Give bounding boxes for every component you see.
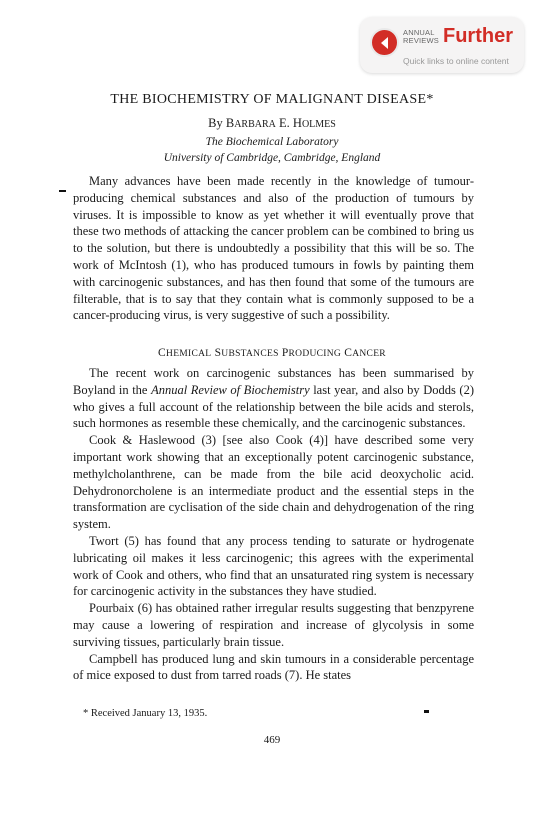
intro-paragraph: Many advances have been made recently in the knowledge of tumour-producing chemical substances and also of the production of tumours by viruses. It is impossible to know as yet whether it will eventually prove that these two methods of attacking the cancer problem can be combined to bring us to the solution, but there is undoubtedly a possibility that this will be so. The work of McIntosh (1), who has produced tumours in fowls by painting them with carcinogenic substances, and has then found that some of the tumours are filterable, that is to say that they contain what is commonly supposed to be a cancer-producing virus, is very suggestive of such a possibility.: [73, 174, 474, 323]
article-title: THE BIOCHEMISTRY OF MALIGNANT DISEASE*: [110, 92, 434, 107]
footnote: * Received January 13, 1935.: [83, 708, 208, 719]
author-line: By BARBARA E. HOLMES: [208, 116, 336, 130]
annual-reviews-logo: ANNUAL REVIEWS: [403, 28, 439, 45]
affiliation-lab: The Biochemical Laboratory: [205, 136, 339, 148]
affiliation-university: University of Cambridge, Cambridge, England: [163, 152, 381, 164]
body-paragraph-2: Cook & Haslewood (3) [see also Cook (4)] have described some very important work showing that an exceptionally potent carcinogenic substance, methylcholanthrene, can be made from the bile acid deoxycholic acid. Dehydronorcholene is an intermediate product and the essential steps in the transformation are cyclisation of the side chain and dehydrogenation of the ring system.: [73, 433, 474, 532]
further-reading-banner[interactable]: [360, 17, 524, 73]
section-body: [73, 365, 474, 684]
body-paragraph-5: Campbell has produced lung and skin tumours in a considerable percentage of mice exposed to dust from tarred roads (7). He states: [73, 651, 474, 683]
play-arrow-icon[interactable]: [370, 28, 399, 57]
body-paragraph-4: Pourbaix (6) has obtained rather irregular results suggesting that benzpyrene may cause a lowering of respiration and increase of glycolysis in some surviving tissues, particularly brain tissue.: [73, 601, 474, 649]
further-label[interactable]: Further: [443, 25, 513, 47]
section-heading: CHEMICAL SUBSTANCES PRODUCING CANCER: [158, 347, 386, 359]
body-paragraph-3: Twort (5) has found that any process tending to saturate or hydrogenate lubricating oil makes it less carcinogenic; this agrees with the experimental work of Cook and others, who find that an unsaturated ring system is necessary for carcinogenic activity in the substances they have studied.: [73, 533, 474, 599]
banner-subtitle: Quick links to online content: [403, 56, 509, 66]
margin-mark-footer: [424, 710, 429, 713]
page-number: 469: [263, 734, 281, 746]
margin-mark: [59, 190, 66, 192]
body-paragraph-1: The recent work on carcinogenic substances has been summarised by Boyland in the Annual Review of Biochemistry last year, and also by Dodds (2) who gives a full account of the relationship between the bile acids and sterols, such hormones as resemble these chemically, and the carcinogenic substances.: [73, 366, 474, 431]
